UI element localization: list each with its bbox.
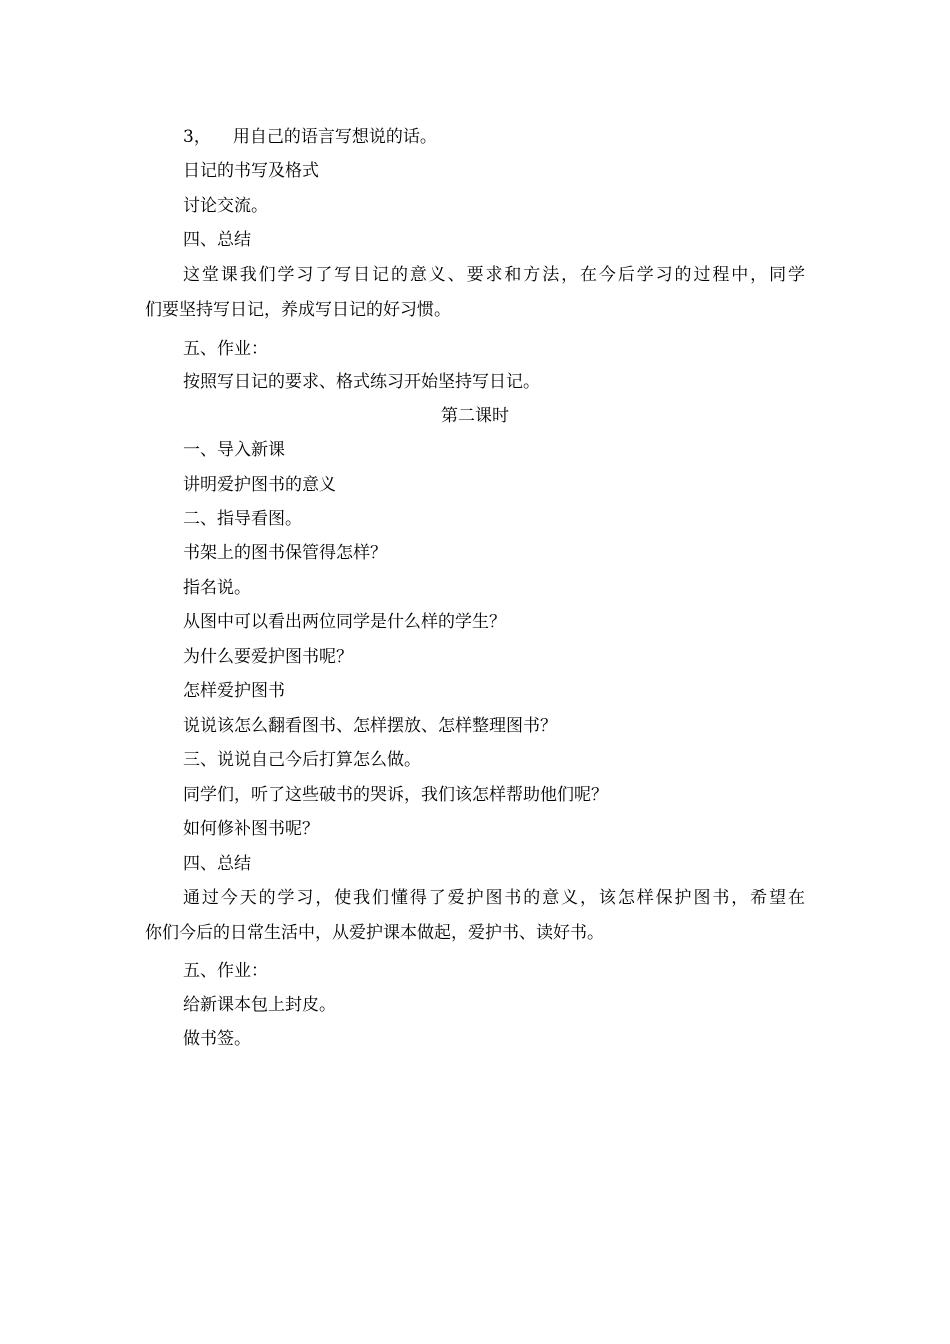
section-homework-heading-2: 五、作业： [183,961,268,981]
section-intro-heading: 一、导入新课 [183,440,285,460]
intro-line: 讲明爱护图书的意义 [183,475,336,495]
summary-paragraph-1-line-2: 们要坚持写日记，养成写日记的好习惯。 [145,300,451,320]
homework-line-2: 给新课本包上封皮。 [183,995,336,1015]
summary-paragraph-2-line-2: 你们今后的日常生活中，从爱护课本做起，爱护书、读好书。 [145,923,604,943]
section-picture-heading: 二、指导看图。 [183,509,302,529]
section-summary-heading-1: 四、总结 [183,230,251,250]
question-bookshelf: 书架上的图书保管得怎样？ [183,543,387,563]
homework-line-1: 按照写日记的要求、格式练习开始坚持写日记。 [183,372,540,392]
step-3-number: 3， [183,127,211,147]
section-plans-heading: 三、说说自己今后打算怎么做。 [183,750,421,770]
homework-line-3: 做书签。 [183,1029,251,1049]
diary-format-line: 日记的书写及格式 [183,161,319,181]
how-to-care-line: 怎样爱护图书 [183,681,285,701]
summary-paragraph-1-line-1: 这堂课我们学习了写日记的意义、要求和方法，在今后学习的过程中，同学 [183,265,805,285]
question-handling-books: 说说该怎么翻看图书、怎样摆放、怎样整理图书？ [183,716,557,736]
question-repair-books: 如何修补图书呢？ [183,819,319,839]
question-two-students: 从图中可以看出两位同学是什么样的学生？ [183,612,506,632]
step-3-line [183,126,437,148]
section-homework-heading-1: 五、作业： [183,339,268,359]
question-help-books: 同学们，听了这些破书的哭诉，我们该怎样帮助他们呢？ [183,785,608,805]
lesson-2-title: 第二课时 [441,406,509,426]
step-3-text: 用自己的语言写想说的话。 [232,127,437,147]
summary-paragraph-2-line-1: 通过今天的学习，使我们懂得了爱护图书的意义，该怎样保护图书，希望在 [183,888,805,908]
call-on-students-line: 指名说。 [183,578,251,598]
section-summary-heading-2: 四、总结 [183,854,251,874]
question-why-care: 为什么要爱护图书呢？ [183,647,353,667]
discussion-line: 讨论交流。 [183,196,268,216]
